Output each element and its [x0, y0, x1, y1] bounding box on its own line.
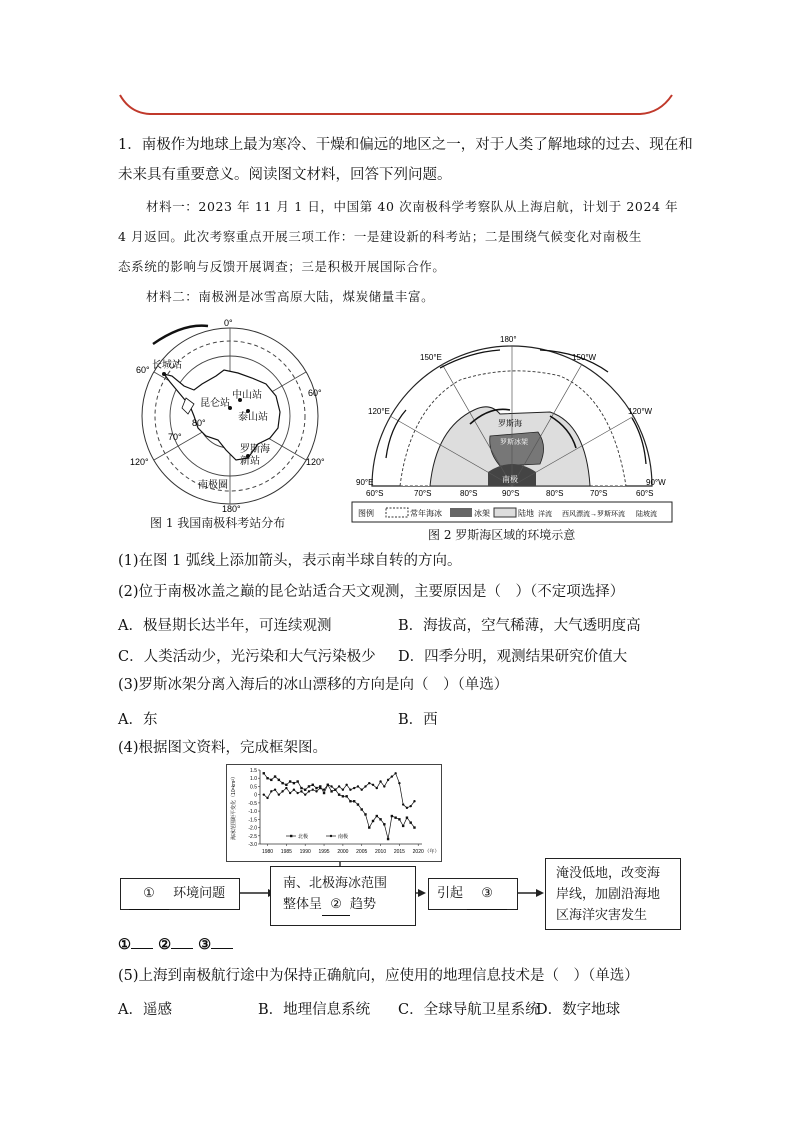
fig2-legend-title: 图例: [358, 509, 374, 518]
chart-point: [383, 823, 385, 825]
chart-point: [364, 813, 366, 815]
flow-box-2-line1: 南、北极海冰范围: [283, 876, 388, 891]
flow-box-4-line3: 区海洋灾害发生: [556, 908, 648, 923]
fig2-label-150w: 150°W: [572, 353, 597, 362]
option-1-5-b[interactable]: B．地理信息系统: [258, 1002, 371, 1018]
chart-point: [379, 818, 381, 820]
chart-point: [274, 789, 276, 791]
chart-x-label: （年）: [424, 849, 440, 855]
chart-point: [372, 784, 374, 786]
blank-2-mark[interactable]: ②: [322, 894, 350, 916]
chart-point: [281, 782, 283, 784]
fig2-label-rosssea: 罗斯海: [498, 419, 522, 428]
fig1-label-120-left: 120°: [130, 457, 149, 467]
fig1-label-rosssea: 罗斯海: [240, 444, 270, 455]
chart-y-tick-label: -1.0: [248, 809, 257, 816]
chart-point: [263, 772, 265, 774]
chart-x-tick-label: 2015: [393, 849, 405, 855]
flow-box-4-line1: 淹没低地，改变海: [556, 866, 661, 881]
chart-point: [376, 815, 378, 817]
chart-point: [372, 820, 374, 822]
fig2-label-80s-left: 80°S: [460, 489, 478, 498]
fig1-label-70: 70°: [168, 432, 182, 442]
chart-point: [349, 789, 351, 791]
blank-1-mark[interactable]: ①: [129, 879, 169, 910]
chart-point: [323, 792, 325, 794]
question-1-1: (1)在图 1 弧线上添加箭头，表示南半球自转的方向。: [118, 553, 462, 569]
fig2-label-70s-right: 70°S: [590, 489, 608, 498]
chart-y-tick-label: -1.5: [248, 817, 257, 824]
answer-3-mark: ③: [198, 936, 212, 953]
option-1-3-b[interactable]: B．西: [398, 712, 438, 728]
option-1-2-b[interactable]: B．海拔高，空气稀薄，大气透明度高: [398, 618, 641, 634]
chart-y-tick-label: 1.0: [250, 776, 257, 783]
fig1-label-80: 80°: [192, 418, 206, 428]
chart-point: [413, 826, 415, 828]
chart-point: [293, 782, 295, 784]
chart-point: [266, 777, 268, 779]
chart-point: [296, 792, 298, 794]
chart-point: [285, 784, 287, 786]
question-1-4: (4)根据图文资料，完成框架图。: [118, 740, 328, 756]
fig2-legend-seaice: 常年海冰: [410, 509, 442, 518]
chart-y-tick-label: 1.5: [250, 768, 257, 774]
chart-point: [312, 784, 314, 786]
chart-point: [334, 789, 336, 791]
flow-box-environment-problem: [120, 878, 240, 910]
answer-1-blank[interactable]: [131, 948, 153, 949]
chart-point: [345, 795, 347, 797]
chart-point: [274, 775, 276, 777]
chart-legend-marker: [330, 835, 332, 837]
fig2-label-rossshelf: 罗斯冰架: [500, 439, 528, 446]
chart-point: [409, 805, 411, 807]
chart-point: [327, 784, 329, 786]
fig1-label-120-right: 120°: [306, 457, 325, 467]
option-1-2-d[interactable]: D．四季分明，观测结果研究价值大: [398, 649, 628, 665]
chart-point: [330, 790, 332, 792]
figure-1-caption: 图 1 我国南极科考站分布: [150, 516, 286, 530]
fig1-label-newstation: 新站: [240, 456, 260, 467]
fig1-label-0: 0°: [224, 318, 233, 328]
answer-blank-line: [118, 930, 233, 960]
flow-box-2-post: 趋势: [350, 897, 377, 912]
fig2-label-pole: 南极: [502, 475, 518, 484]
figure-2-caption: 图 2 罗斯海区域的环境示意: [428, 528, 576, 542]
chart-x-tick-label: 2020: [412, 849, 424, 855]
fig2-label-90e: 90°E: [356, 478, 374, 487]
chart-point: [398, 818, 400, 820]
fig2-label-150e: 150°E: [420, 353, 442, 362]
answer-2-mark: ②: [158, 936, 172, 953]
chart-point: [300, 787, 302, 789]
chart-point: [293, 789, 295, 791]
chart-legend-label: 南极: [338, 834, 349, 840]
chart-point: [361, 789, 363, 791]
material-2: 材料二：南极洲是冰雪高原大陆，煤炭储量丰富。: [146, 289, 435, 304]
option-1-3-a[interactable]: A．东: [118, 712, 158, 728]
chart-point: [300, 790, 302, 792]
chart-point: [368, 782, 370, 784]
chart-point: [315, 787, 317, 789]
material-block: [118, 192, 698, 312]
chart-point: [289, 792, 291, 794]
material-1-line1: 材料一：2023 年 11 月 1 日，中国第 40 次南极科学考察队从上海启航，计划于 2024 年: [146, 199, 679, 214]
chart-x-tick-label: 1980: [261, 849, 274, 855]
chart-point: [406, 816, 408, 818]
chart-point: [368, 826, 370, 828]
chart-point: [353, 800, 355, 802]
chart-point: [398, 782, 400, 784]
chart-x-tick-label: 2005: [356, 849, 368, 855]
answer-3-blank[interactable]: [211, 948, 233, 949]
chart-point: [285, 787, 287, 789]
chart-point: [338, 785, 340, 787]
fig2-label-70s-left: 70°S: [414, 489, 432, 498]
chart-x-tick-label: 1995: [318, 849, 330, 855]
chart-point: [263, 793, 265, 795]
chart-point: [308, 785, 310, 787]
chart-point: [361, 808, 363, 810]
chart-x-tick-label: 1990: [299, 849, 311, 855]
fig1-label-circle: 南极圈: [198, 480, 228, 491]
fig2-label-80s-right: 80°S: [546, 489, 564, 498]
question-1-stem: [118, 130, 698, 190]
fig2-legend-drift: 西风漂流→罗斯环流: [562, 511, 625, 518]
flow-box-1-text: 环境问题: [173, 886, 226, 901]
chart-point: [323, 789, 325, 791]
fig1-label-kunlun: 昆仑站: [200, 398, 230, 409]
flow-box-3-pre: 引起: [437, 886, 464, 901]
flow-box-2-pre: 整体呈: [283, 897, 323, 912]
material-1-line3: 态系统的影响与反馈开展调查；三是积极开展国际合作。: [118, 259, 446, 274]
fig1-label-60-right: 60°: [308, 388, 322, 398]
flow-box-cause: [428, 878, 518, 910]
chart-point: [387, 838, 389, 840]
question-1-2: (2)位于南极冰盖之巅的昆仑站适合天文观测，主要原因是（ ）（不定项选择）: [118, 584, 625, 600]
chart-point: [353, 787, 355, 789]
chart-point: [406, 807, 408, 809]
chart-point: [357, 803, 359, 805]
chart-y-tick-label: -0.5: [248, 800, 257, 807]
fig2-legend-slope: 陆坡流: [636, 511, 657, 518]
chart-point: [270, 790, 272, 792]
material-1-line2: 4 月返回。此次考察重点开展三项工作：一是建设新的科考站；二是围绕气候变化对南极生: [118, 229, 643, 244]
flow-box-impact: [545, 858, 681, 930]
q1-line1: 1．南极作为地球上最为寒冷、干燥和偏远的地区之一，对于人类了解地球的过去、现在和: [118, 137, 693, 153]
flow-box-sea-ice: [270, 866, 416, 926]
sea-ice-chart: [226, 764, 442, 862]
fig1-label-180: 180°: [222, 504, 241, 514]
fig1-label-taishan: 泰山站: [238, 412, 268, 423]
chart-y-label: 海冰范围距平变化（10⁶km²）: [231, 774, 237, 840]
chart-point: [345, 784, 347, 786]
option-1-5-a[interactable]: A．遥感: [118, 1002, 172, 1018]
chart-point: [402, 803, 404, 805]
chart-point: [312, 789, 314, 791]
chart-point: [278, 793, 280, 795]
chart-point: [315, 790, 317, 792]
option-1-5-c[interactable]: C．全球导航卫星系统: [398, 1002, 540, 1018]
chart-point: [376, 787, 378, 789]
chart-point: [270, 779, 272, 781]
fig2-legend-current: 洋流: [538, 511, 552, 518]
question-1-5: (5)上海到南极航行途中为保持正确航向，应使用的地理信息技术是（ ）（单选）: [118, 968, 639, 984]
chart-point: [342, 789, 344, 791]
answer-1-mark: ①: [118, 936, 131, 953]
chart-point: [394, 772, 396, 774]
chart-point: [319, 787, 321, 789]
chart-point: [289, 780, 291, 782]
option-1-5-d[interactable]: D．数字地球: [536, 1002, 621, 1018]
chart-x-tick-label: 1985: [280, 849, 292, 855]
chart-point: [296, 780, 298, 782]
chart-point: [304, 793, 306, 795]
chart-point: [383, 785, 385, 787]
chart-x-tick-label: 2000: [337, 849, 349, 855]
option-1-2-c[interactable]: C．人类活动少，光污染和大气污染极少: [118, 649, 376, 665]
chart-y-tick-label: -3.0: [248, 842, 257, 848]
fig2-label-120e: 120°E: [368, 407, 390, 416]
fig2-legend-land: 陆地: [518, 509, 534, 518]
flow-box-4-line2: 岸线，加剧沿海地: [556, 887, 661, 902]
fig2-label-180: 180°: [500, 335, 517, 344]
figure-1-map: [128, 318, 338, 514]
chart-point: [349, 800, 351, 802]
fig2-label-120w: 120°W: [628, 407, 653, 416]
chart-point: [413, 800, 415, 802]
chart-point: [266, 797, 268, 799]
q1-line2: 未来具有重要意义。阅读图文材料，回答下列问题。: [118, 167, 452, 183]
chart-x-tick-label: 2010: [374, 849, 387, 855]
chart-y-tick-label: 0: [254, 792, 257, 799]
chart-point: [357, 785, 359, 787]
chart-point: [409, 821, 411, 823]
chart-point: [330, 785, 332, 787]
chart-point: [387, 779, 389, 781]
chart-legend-label: 北极: [298, 834, 309, 840]
figure-2-map: [350, 328, 685, 526]
fig2-legend-shelf: 冰架: [474, 509, 490, 518]
chart-point: [308, 790, 310, 792]
chart-point: [281, 790, 283, 792]
chart-y-tick-label: -2.0: [248, 825, 257, 832]
chart-point: [394, 816, 396, 818]
fig1-label-60-left: 60°: [136, 365, 150, 375]
option-1-2-a[interactable]: A．极昼期长达半年，可连续观测: [118, 618, 332, 634]
fig2-label-60s-right: 60°S: [636, 489, 654, 498]
chart-point: [304, 789, 306, 791]
chart-point: [278, 779, 280, 781]
question-1-3: (3)罗斯冰架分离入海后的冰山漂移的方向是向（ ）（单选）: [118, 677, 509, 693]
chart-point: [364, 785, 366, 787]
fig2-label-60s-left: 60°S: [366, 489, 384, 498]
chart-legend-marker: [290, 835, 292, 837]
chart-y-tick-label: -2.5: [248, 833, 257, 840]
chart-point: [338, 793, 340, 795]
fig2-label-90w: 90°W: [646, 478, 666, 487]
chart-point: [402, 825, 404, 827]
header-curve: [110, 80, 680, 120]
fig1-label-greatwall: 长城站: [152, 360, 182, 371]
chart-point: [391, 815, 393, 817]
chart-y-tick-label: 0.5: [250, 784, 257, 791]
chart-point: [379, 780, 381, 782]
chart-point: [342, 795, 344, 797]
chart-point: [391, 775, 393, 777]
fig2-label-90s: 90°S: [502, 489, 520, 498]
blank-3-mark[interactable]: ③: [467, 879, 507, 910]
fig1-label-zhongshan: 中山站: [232, 390, 262, 401]
answer-2-blank[interactable]: [171, 948, 193, 949]
